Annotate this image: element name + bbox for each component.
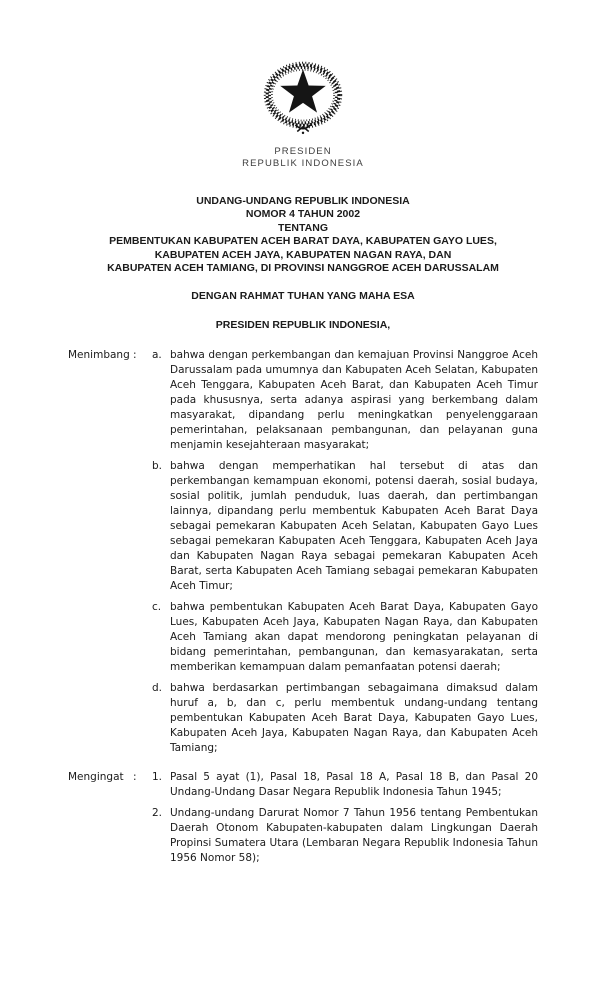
- letterhead-republik-indonesia: REPUBLIK INDONESIA: [242, 157, 364, 169]
- doc-title-line: TENTANG: [278, 221, 328, 234]
- list-item-text: bahwa berdasarkan pertimbangan sebagaimana dimaksud dalam huruf a, b, dan c, perlu membentuk undang-undang tentang pembentukan Kabupaten Aceh Barat Daya, Kabupaten Gayo Lues, Kabupaten Aceh Jaya, Kabupaten Nagan Raya, dan Kabupaten Aceh Tamiang;: [170, 682, 538, 755]
- doc-title-line: PEMBENTUKAN KABUPATEN ACEH BARAT DAYA, KABUPATEN GAYO LUES,: [109, 235, 497, 248]
- list-item: [152, 600, 538, 675]
- list-item-text: bahwa dengan memperhatikan hal tersebut di atas dan perkembangan kemampuan ekonomi, potensi daerah, sosial budaya, sosial politik, jumlah penduduk, luas daerah, dan pertimbangan lainnya, dipandang perlu membentuk Kabupaten Aceh Barat Daya sebagai pemekaran Kabupaten Aceh Selatan, Kabupaten Gayo Lues sebagai pemekaran Kabupaten Aceh Tenggara, Kabupaten Aceh Jaya dan Kabupaten Nagan Raya sebagai pemekaran Kabupaten Aceh Barat, serta Kabupaten Aceh Tamiang sebagai pemekaran Kabupaten Aceh Timur;: [170, 460, 538, 593]
- document-title-block: [68, 195, 538, 275]
- clause-label: Menimbang: [68, 349, 130, 362]
- clause-colon: :: [133, 349, 137, 362]
- list-item-marker: b.: [152, 460, 163, 473]
- considering-items: [152, 348, 538, 756]
- list-item-text: bahwa pembentukan Kabupaten Aceh Barat Daya, Kabupaten Gayo Lues, Kabupaten Aceh Jaya, Kabupaten Nagan Raya, dan Kabupaten Aceh Tamiang akan dapat mendorong peningkatan pelayanan di bidang pemerintahan, pembangunan, dan kemasyarakatan, serta memberikan kemampuan dalam pemanfaatan potensi daerah;: [170, 601, 538, 674]
- doc-title-line: UNDANG-UNDANG REPUBLIK INDONESIA: [196, 195, 410, 207]
- doc-title-line: NOMOR 4 TAHUN 2002: [245, 208, 361, 221]
- list-item-marker: d.: [152, 682, 163, 695]
- doc-title-line: KABUPATEN ACEH JAYA, KABUPATEN NAGAN RAYA, DAN: [154, 248, 452, 261]
- list-item: [152, 806, 538, 866]
- clause-label: Mengingat: [68, 771, 124, 784]
- document-content: [68, 0, 538, 866]
- list-item-marker: a.: [152, 349, 162, 362]
- list-item: [152, 459, 538, 594]
- clause-colon: :: [133, 771, 137, 784]
- list-item-marker: c.: [152, 601, 162, 614]
- list-item-text: Undang-undang Darurat Nomor 7 Tahun 1956 tentang Pembentukan Daerah Otonom Kabupaten-kabupaten dalam Lingkungan Daerah Propinsi Sumatera Utara (Lembaran Negara Republik Indonesia Tahun 1956 Nomor 58);: [170, 807, 538, 865]
- enacting-authority-line: PRESIDEN REPUBLIK INDONESIA,: [215, 318, 391, 331]
- motto-line: DENGAN RAHMAT TUHAN YANG MAHA ESA: [191, 290, 415, 303]
- star-wreath-emblem-icon: [255, 56, 351, 142]
- recalling-section: [68, 770, 538, 866]
- doc-title-line: KABUPATEN ACEH TAMIANG, DI PROVINSI NANGGROE ACEH DARUSSALAM: [107, 262, 499, 275]
- considering-section: [68, 348, 538, 756]
- letterhead-presiden: PRESIDEN: [274, 146, 332, 157]
- list-item: [152, 770, 538, 800]
- list-item-text: bahwa dengan perkembangan dan kemajuan Provinsi Nanggroe Aceh Darussalam pada umumnya dan Kabupaten Aceh Selatan, Kabupaten Aceh Tenggara, Kabupaten Aceh Barat, dan Kabupaten Aceh Timur pada khususnya, serta adanya aspirasi yang berkembang dalam masyarakat, dipandang perlu meningkatkan penyelenggaraan pemerintahan, pelaksanaan pembangunan, dan pelayanan guna menjamin kesejahteraan masyarakat;: [170, 349, 538, 452]
- list-item: [152, 681, 538, 756]
- list-item: [152, 348, 538, 453]
- list-item-text: Pasal 5 ayat (1), Pasal 18, Pasal 18 A, Pasal 18 B, dan Pasal 20 Undang-Undang Dasar Negara Republik Indonesia Tahun 1945;: [170, 771, 538, 799]
- list-item-marker: 1.: [152, 771, 163, 784]
- list-item-marker: 2.: [152, 807, 163, 820]
- recalling-items: [152, 770, 538, 866]
